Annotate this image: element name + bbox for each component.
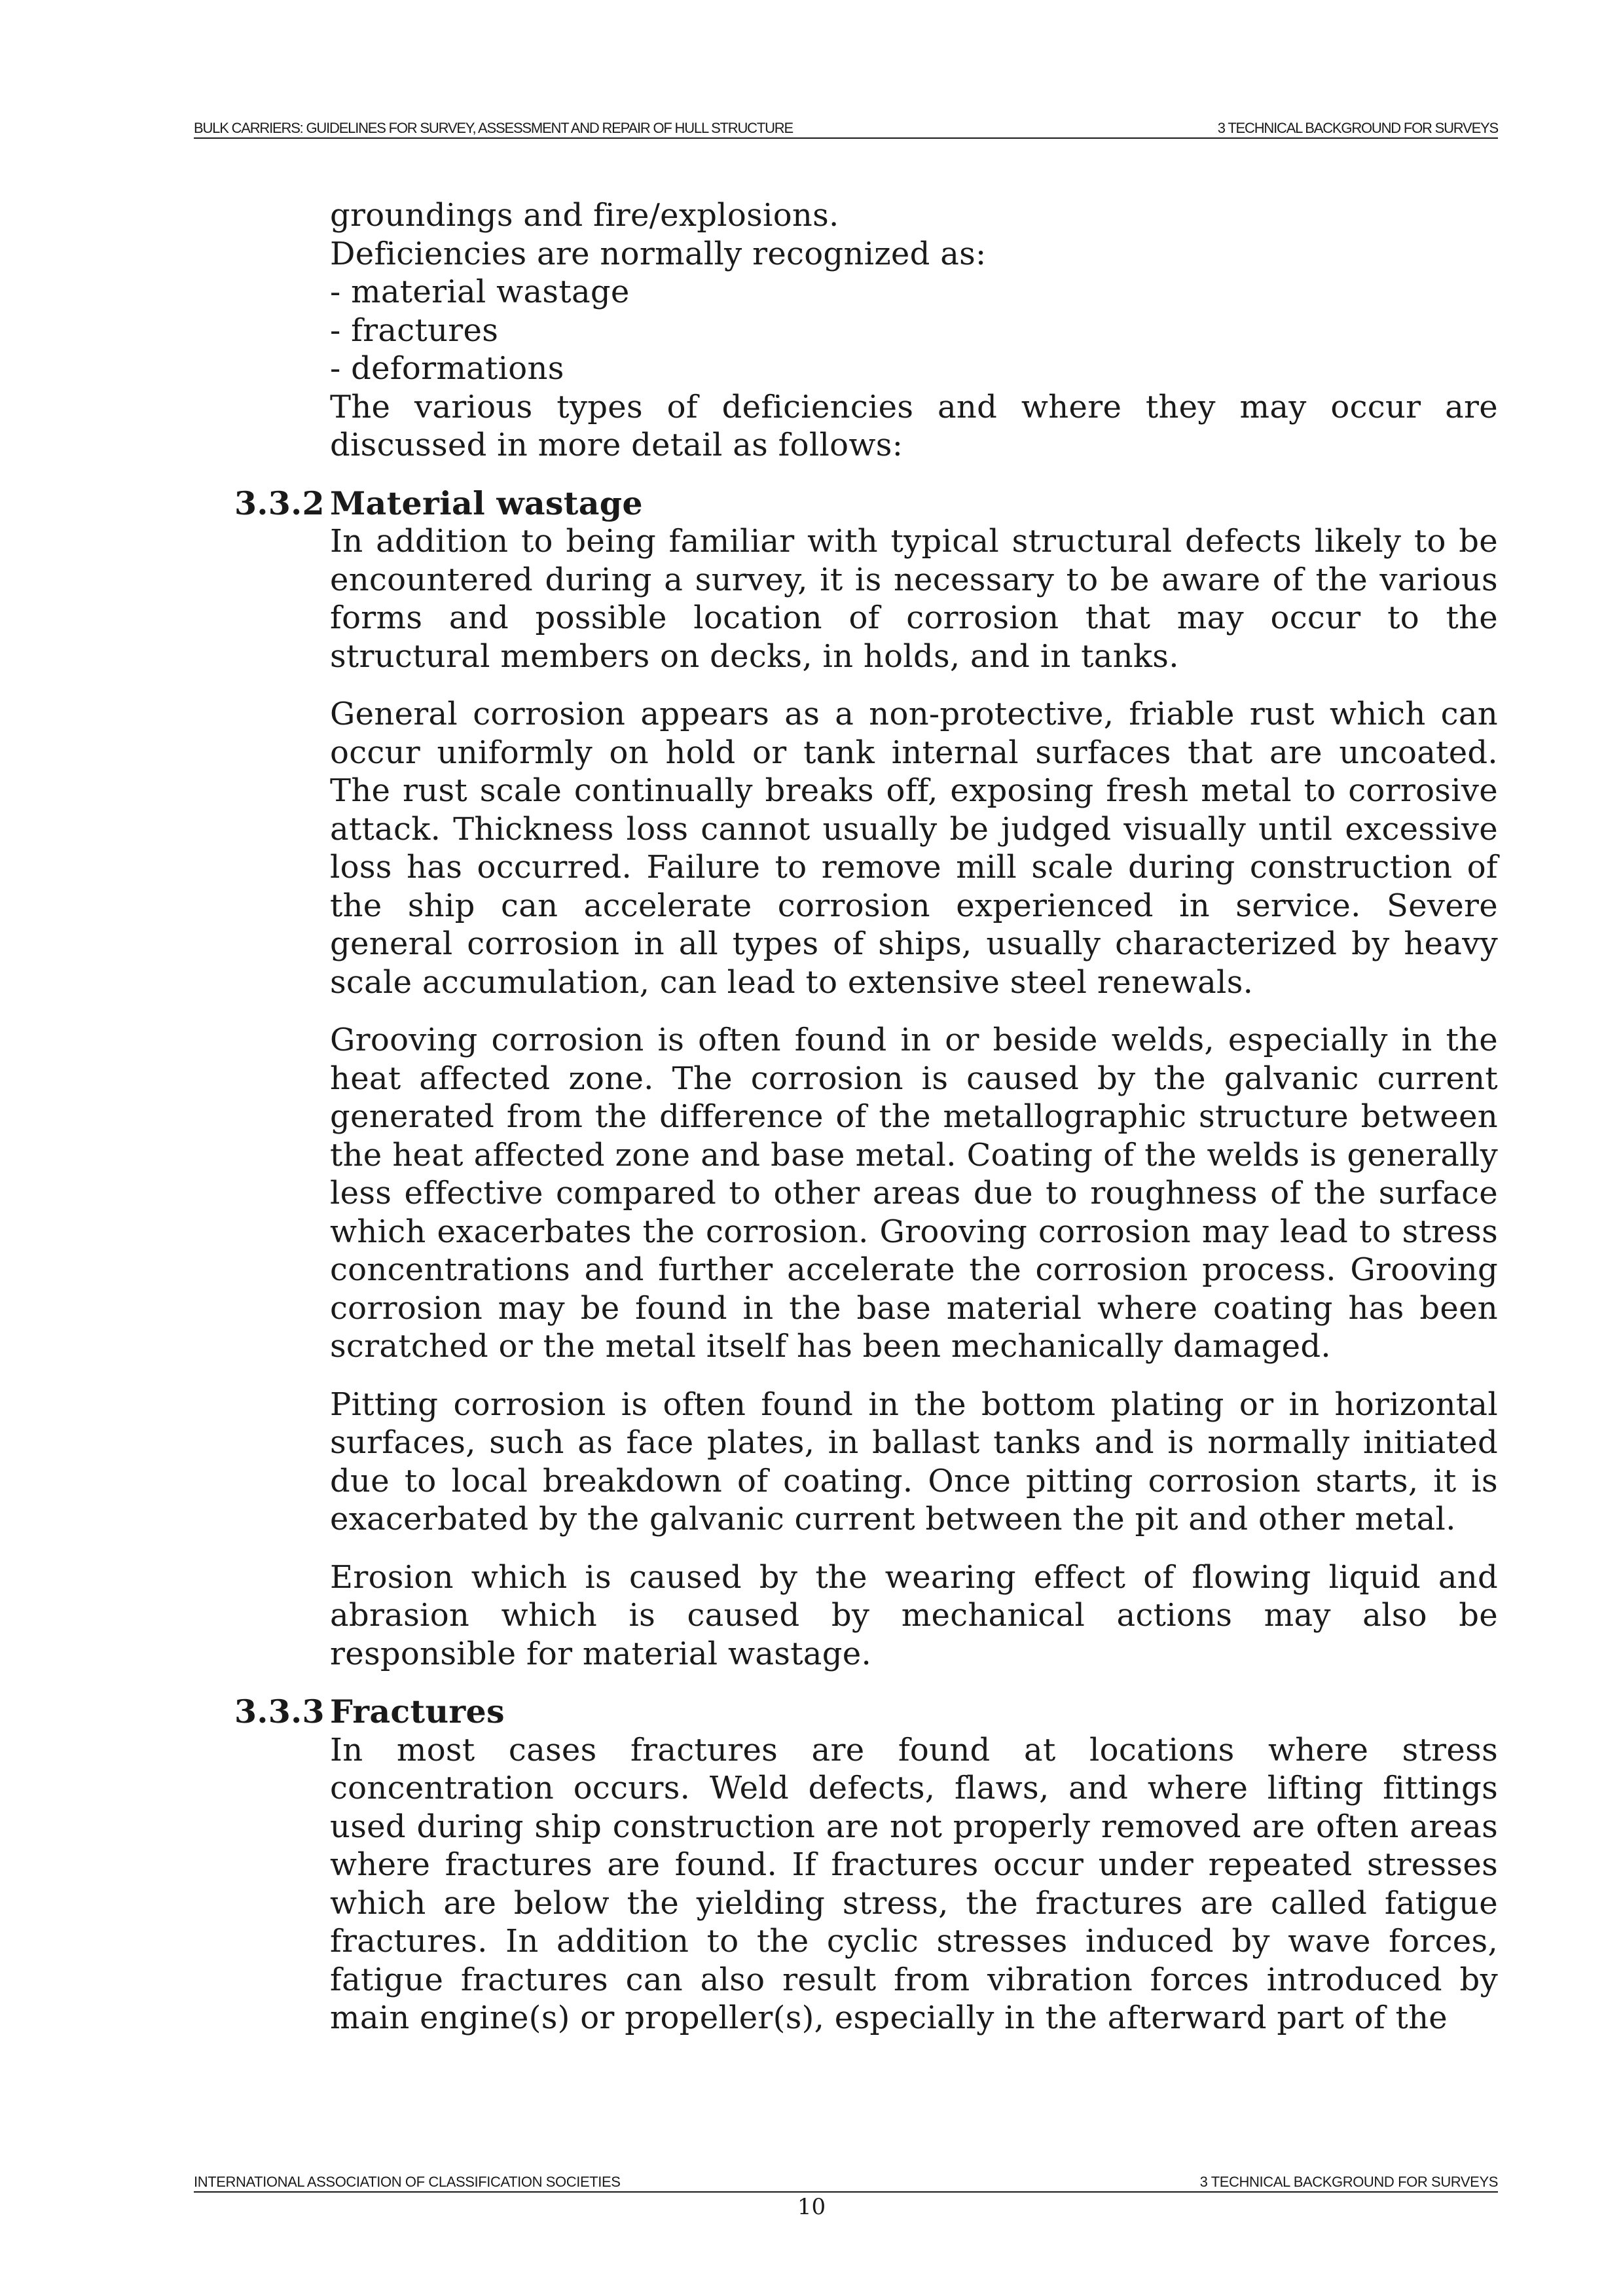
paragraph-grooving-corrosion: Grooving corrosion is often found in or beside welds, especially in the heat affected zone. The corrosion is caused by the galvanic current generated from the difference of the metallographic structure between the heat affected zone and base metal. Coating of the welds is generally less effective compared to other areas due to roughness of the surface which exacerbates the corrosion. Grooving corrosion may lead to stress concentrations and further accelerate the corrosion process. Grooving corrosion may be found in the base material where coating has been scratched or the metal itself has been mechanically damaged. (330, 1022, 1498, 1365)
deficiencies-summary-paragraph: The various types of deficiencies and where they may occur are discussed in more detail as follows: (330, 388, 1498, 463)
header-chapter-title: 3 TECHNICAL BACKGROUND FOR SURVEYS (1217, 120, 1498, 136)
page-body (234, 196, 1498, 2057)
section-heading-material-wastage (234, 484, 1498, 523)
paragraph-erosion: Erosion which is caused by the wearing effect of flowing liquid and abrasion which is caused by mechanical actions may also be responsible for material wastage. (330, 1558, 1498, 1672)
section-number: 3.3.2 (234, 484, 325, 522)
deficiencies-intro-line: Deficiencies are normally recognized as: (330, 235, 987, 272)
deficiency-item-deformations: - deformations (330, 350, 564, 387)
section-title: Fractures (330, 1693, 505, 1731)
running-footer (194, 2174, 1498, 2193)
paragraph-general-corrosion: General corrosion appears as a non-protective, friable rust which can occur uniformly on hold or tank internal surfaces that are uncoated. The rust scale continually breaks off, exposing fresh metal to corrosive attack. Thickness loss cannot usually be judged visually until excessive loss has occurred. Failure to remove mill scale during construction of the ship can accelerate corrosion experienced in service. Severe general corrosion in all types of ships, usually characterized by heavy scale accumulation, can lead to extensive steel renewals. (330, 696, 1498, 1001)
page-number: 10 (797, 2194, 826, 2220)
footer-organization: INTERNATIONAL ASSOCIATION OF CLASSIFICATION SOCIETIES (194, 2174, 621, 2190)
header-document-title: BULK CARRIERS: GUIDELINES FOR SURVEY, ASSESSMENT AND REPAIR OF HULL STRUCTURE (194, 120, 793, 136)
intro-continuation-line: groundings and fire/explosions. (330, 197, 839, 234)
paragraph-pitting-corrosion: Pitting corrosion is often found in the bottom plating or in horizontal surfaces, such as face plates, in ballast tanks and is normally initiated due to local breakdown of coating. Once pitting corrosion starts, it is exacerbated by the galvanic current between the pit and other metal. (330, 1386, 1498, 1537)
running-header (194, 120, 1498, 139)
paragraph-fractures: In most cases fractures are found at locations where stress concentration occurs. Weld defects, flaws, and where lifting fittings used during ship construction are not properly removed are often areas where fractures are found. If fractures occur under repeated stresses which are below the yielding stress, the fractures are called fatigue fractures. In addition to the cyclic stresses induced by wave forces, fatigue fractures can also result from vibration forces introduced by main engine(s) or propeller(s), especially in the afterward part of the (330, 1731, 1498, 2036)
deficiency-item-material-wastage: - material wastage (330, 274, 630, 310)
paragraph-corrosion-awareness: In addition to being familiar with typical structural defects likely to be encountered during a survey, it is necessary to be aware of the various forms and possible location of corrosion that may occur to the structural members on decks, in holds, and in tanks. (330, 523, 1498, 675)
footer-chapter-title: 3 TECHNICAL BACKGROUND FOR SURVEYS (1199, 2174, 1498, 2190)
deficiency-item-fractures: - fractures (330, 312, 499, 349)
section-number: 3.3.3 (234, 1693, 325, 1731)
section-title: Material wastage (330, 484, 643, 522)
section-heading-fractures (234, 1693, 1498, 1731)
